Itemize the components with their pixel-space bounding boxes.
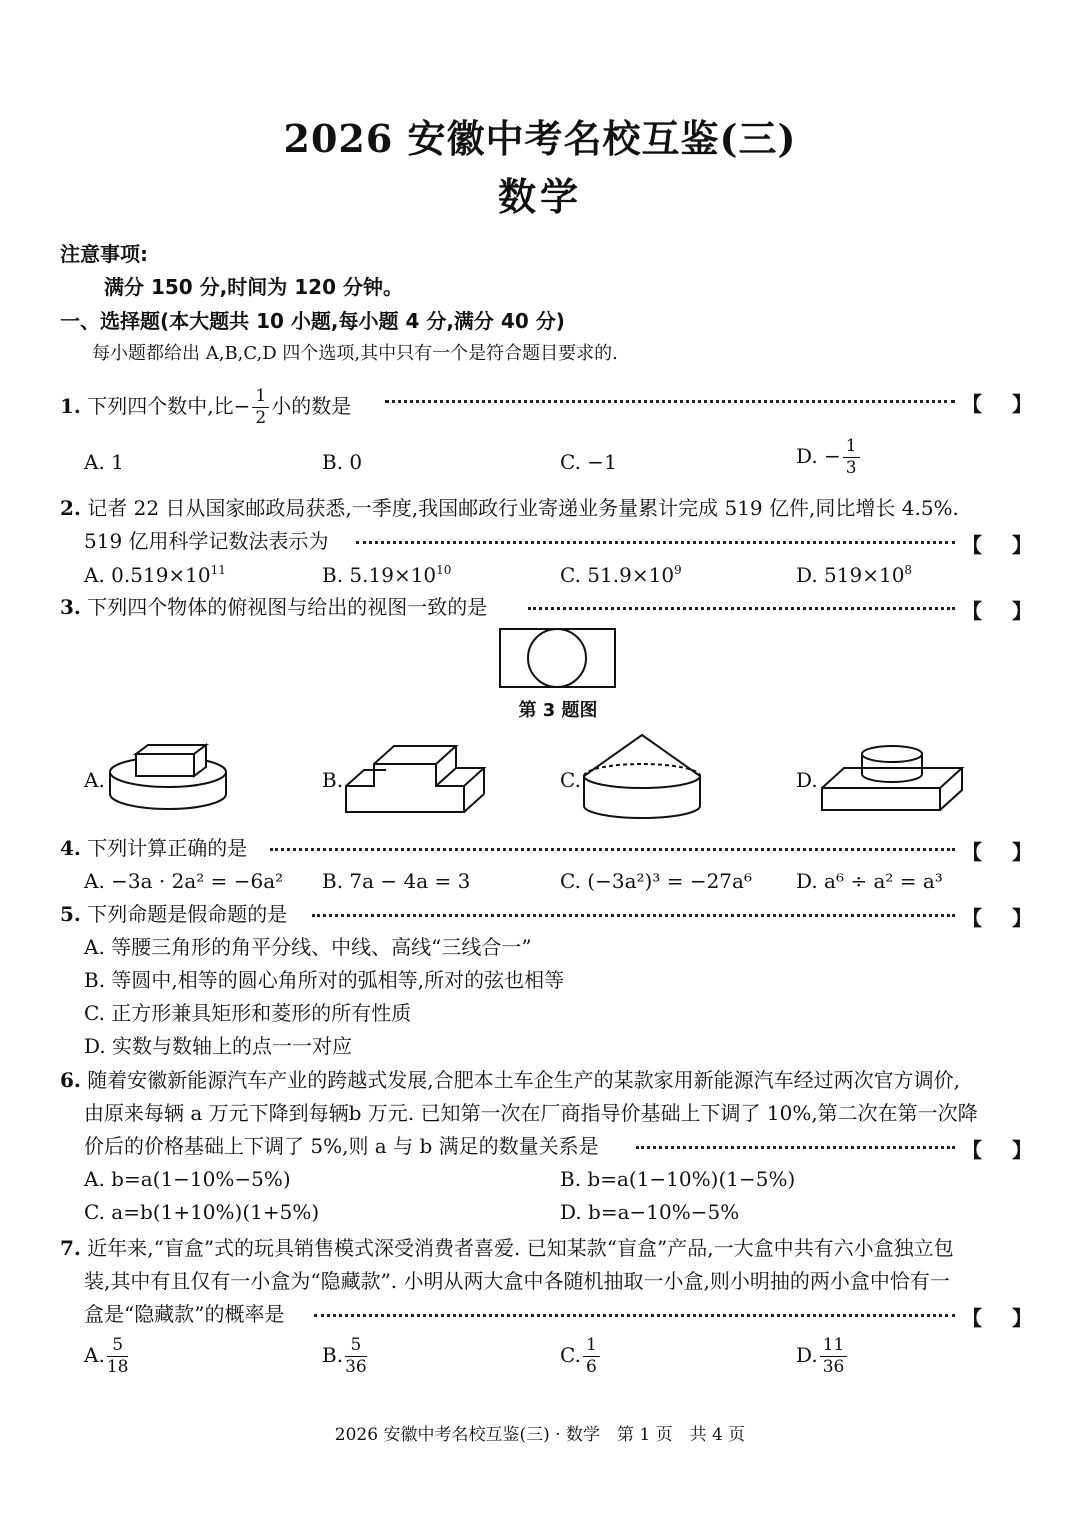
option-a: A. (84, 768, 105, 792)
question-text: 近年来,“盲盒”式的玩具销售模式深受消费者喜爱. 已知某款“盲盒”产品,一大盒中共有六小盒独立包 (87, 1236, 954, 1260)
fraction (583, 1337, 600, 1376)
option-text: D. 519×10 (796, 563, 905, 587)
option-c (560, 563, 682, 587)
fraction-denominator: 2 (255, 408, 267, 428)
option-a: A. 1 (84, 450, 124, 474)
stepped-block-figure (344, 742, 492, 816)
option-a (84, 1337, 130, 1376)
option-c: C. a=b(1+10%)(1+5%) (84, 1200, 320, 1224)
question-text: 随着安徽新能源汽车产业的跨越式发展,合肥本土车企生产的某款家用新能源汽车经过两次官方调价, (87, 1068, 960, 1092)
question-5-stem (60, 902, 287, 926)
page-footer: 2026 安徽中考名校互鉴(三) · 数学 第 1 页 共 4 页 (334, 1425, 746, 1445)
answer-bracket-left: 【 (962, 599, 982, 623)
notice-heading: 注意事项: (60, 242, 148, 266)
fraction-denominator: 6 (585, 1357, 597, 1377)
option-label: D. − (796, 444, 841, 468)
option-d (796, 563, 912, 587)
option-c (560, 1337, 602, 1376)
fraction-denominator: 36 (822, 1357, 845, 1377)
question-2-line-2: 519 亿用科学记数法表示为 (84, 529, 329, 553)
question-text: 下列四个物体的俯视图与给出的视图一致的是 (87, 595, 488, 619)
section-heading: 一、选择题(本大题共 10 小题,每小题 4 分,满分 40 分) (60, 309, 565, 333)
option-c: C. −1 (560, 450, 617, 474)
option-d: D. 实数与数轴上的点一一对应 (84, 1034, 353, 1058)
option-label: A. (84, 1343, 105, 1367)
fraction (843, 438, 860, 477)
question-2-stem (60, 496, 959, 520)
exponent: 11 (210, 563, 226, 577)
option-d (796, 1337, 849, 1376)
question-number: 2. (60, 496, 81, 520)
option-c: C. 正方形兼具矩形和菱形的所有性质 (84, 1001, 412, 1025)
option-a: A. 等腰三角形的角平分线、中线、高线“三线合一” (84, 935, 532, 959)
option-text: B. 5.19×10 (322, 563, 437, 587)
question-6-line-2: 由原来每辆 a 万元下降到每辆b 万元. 已知第一次在厂商指导价基础上下调了 10%,第二次在第一次降 (84, 1101, 978, 1125)
question-text: 小的数是 (271, 394, 352, 418)
question-text: 下列四个数中,比 (87, 394, 234, 418)
question-6-stem (60, 1068, 960, 1092)
exponent: 10 (436, 563, 452, 577)
fraction-numerator: 1 (843, 438, 860, 458)
question-number: 5. (60, 902, 81, 926)
answer-bracket-right: 】 (1012, 1306, 1032, 1330)
cylinder-with-box-figure (106, 742, 230, 814)
section-description: 每小题都给出 A,B,C,D 四个选项,其中只有一个是符合题目要求的. (92, 343, 618, 364)
question-number: 3. (60, 595, 81, 619)
fraction (345, 1337, 367, 1376)
answer-bracket-right: 】 (1012, 533, 1032, 557)
answer-bracket-left: 【 (962, 1306, 982, 1330)
question-text: 下列命题是假命题的是 (87, 902, 288, 926)
answer-bracket-left: 【 (962, 1138, 982, 1162)
option-a: A. b=a(1−10%−5%) (84, 1167, 291, 1191)
dotted-leader (636, 1146, 955, 1149)
option-label: B. (322, 1343, 344, 1367)
figure-caption: 第 3 题图 (518, 700, 598, 721)
fraction-denominator: 36 (345, 1357, 367, 1377)
question-7-stem (60, 1236, 954, 1260)
question-4-stem (60, 836, 247, 860)
question-3-stem (60, 595, 487, 619)
option-b: B. b=a(1−10%)(1−5%) (560, 1167, 796, 1191)
dotted-leader (312, 914, 955, 917)
option-d: D. b=a−10%−5% (560, 1200, 740, 1224)
answer-bracket-left: 【 (962, 533, 982, 557)
option-label: D. (796, 1343, 818, 1367)
answer-bracket-right: 】 (1012, 599, 1032, 623)
question-text: 下列计算正确的是 (87, 836, 248, 860)
option-a: A. −3a · 2a² = −6a² (84, 869, 284, 893)
notice-line: 满分 150 分,时间为 120 分钟。 (104, 275, 403, 299)
option-label: C. (560, 1343, 581, 1367)
fraction-numerator: 5 (345, 1337, 367, 1357)
option-d (796, 438, 862, 477)
fraction (820, 1337, 848, 1376)
top-view-figure (498, 627, 618, 689)
exam-title: 2026 安徽中考名校互鉴(三) (283, 116, 797, 161)
option-b (322, 563, 451, 587)
fraction-numerator: 5 (107, 1337, 129, 1357)
option-b: B. 0 (322, 450, 363, 474)
option-text: C. 51.9×10 (560, 563, 675, 587)
answer-bracket-left: 【 (962, 840, 982, 864)
dotted-leader (385, 400, 955, 403)
fraction-denominator: 3 (845, 458, 857, 478)
option-b: B. 7a − 4a = 3 (322, 869, 471, 893)
minus-sign: − (233, 394, 251, 418)
answer-bracket-left: 【 (962, 906, 982, 930)
answer-bracket-right: 】 (1012, 1138, 1032, 1162)
question-7-line-2: 装,其中有且仅有一小盒为“隐藏款”. 小明从两大盒中各随机抽取一小盒,则小明抽的两小盒中恰有一 (84, 1269, 950, 1293)
option-b: B. 等圆中,相等的圆心角所对的弧相等,所对的弦也相等 (84, 968, 565, 992)
question-6-line-3: 价后的价格基础上下调了 5%,则 a 与 b 满足的数量关系是 (84, 1134, 599, 1158)
exponent: 9 (674, 563, 682, 577)
question-1-stem (60, 388, 351, 427)
question-7-line-3: 盒是“隐藏款”的概率是 (84, 1302, 285, 1326)
fraction-denominator: 18 (106, 1357, 129, 1377)
answer-bracket-right: 】 (1012, 906, 1032, 930)
option-a (84, 563, 226, 587)
question-number: 6. (60, 1068, 81, 1092)
question-number: 1. (60, 394, 81, 418)
option-c: C. (560, 768, 581, 792)
dotted-leader (270, 848, 955, 851)
option-d: D. a⁶ ÷ a² = a³ (796, 869, 943, 893)
option-b (322, 1337, 369, 1376)
fraction (252, 388, 269, 427)
exponent: 8 (904, 563, 913, 577)
fraction-numerator: 11 (820, 1337, 848, 1357)
dotted-leader (528, 607, 955, 610)
question-number: 4. (60, 836, 81, 860)
fraction (107, 1337, 129, 1376)
dotted-leader (314, 1314, 955, 1317)
answer-bracket-right: 】 (1012, 392, 1032, 416)
dotted-leader (356, 541, 955, 544)
cone-on-cylinder-figure (580, 732, 704, 820)
subject-title: 数学 (497, 174, 582, 219)
cylinder-on-slab-figure (820, 742, 966, 814)
answer-bracket-right: 】 (1012, 840, 1032, 864)
option-d: D. (796, 768, 818, 792)
fraction-numerator: 1 (583, 1337, 600, 1357)
answer-bracket-left: 【 (962, 392, 982, 416)
question-text: 记者 22 日从国家邮政局获悉,一季度,我国邮政行业寄递业务量累计完成 519 亿件,同比增长 4.5%. (87, 496, 959, 520)
fraction-numerator: 1 (252, 388, 269, 408)
question-number: 7. (60, 1236, 81, 1260)
option-text: A. 0.519×10 (84, 563, 211, 587)
option-c: C. (−3a²)³ = −27a⁶ (560, 869, 752, 893)
option-b: B. (322, 768, 344, 792)
